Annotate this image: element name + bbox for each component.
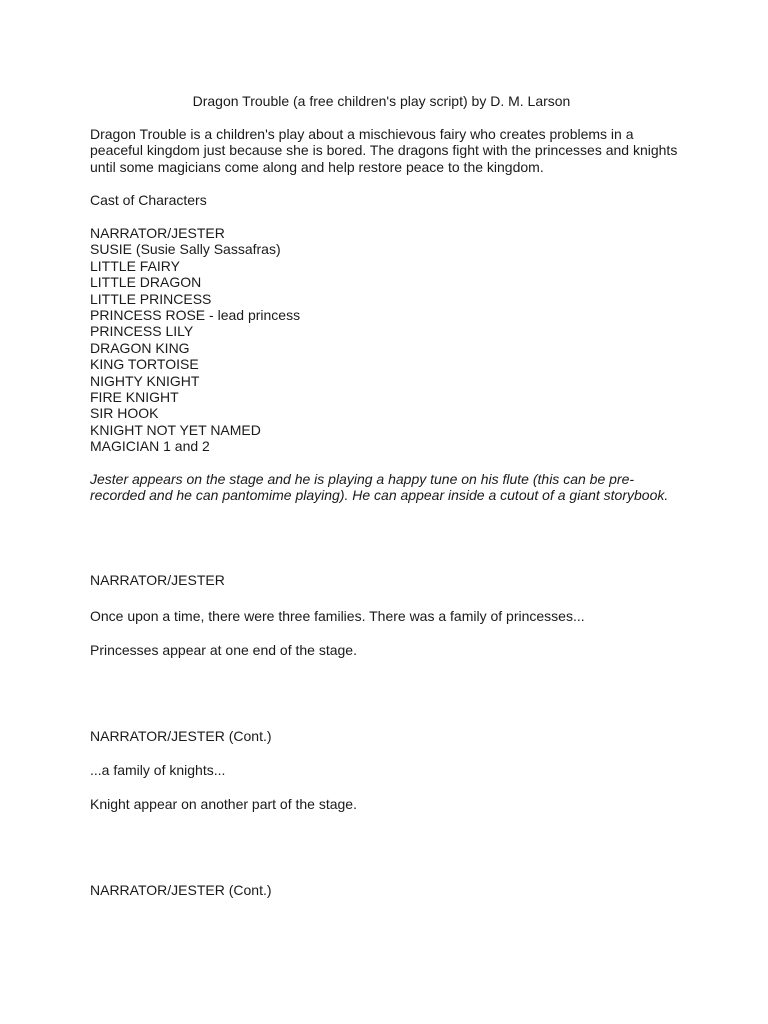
cast-item: KING TORTOISE <box>90 356 199 373</box>
cast-item: LITTLE PRINCESS <box>90 290 212 307</box>
stage-direction-opening <box>90 471 690 504</box>
cast-list <box>90 225 690 455</box>
cast-item: MAGICIAN 1 and 2 <box>90 438 210 455</box>
intro-line: Dragon Trouble is a children's play about a mischievous fairy who creates problems in a <box>90 126 634 142</box>
stage-direction-line: Jester appears on the stage and he is playing a happy tune on his flute (this can be pre- <box>90 471 635 487</box>
cast-heading: Cast of Characters <box>90 192 207 208</box>
speaker-name: NARRATOR/JESTER <box>90 572 225 588</box>
cast-item: PRINCESS LILY <box>90 323 194 340</box>
intro-paragraph <box>90 126 690 175</box>
intro-line: peaceful kingdom just because she is bored. The dragons fight with the princesses and knights <box>90 142 678 159</box>
cast-item: DRAGON KING <box>90 339 190 356</box>
page-title: Dragon Trouble (a free children's play script) by D. M. Larson <box>192 93 571 109</box>
stage-direction: Knight appear on another part of the stage. <box>90 796 357 812</box>
dialogue-line: Once upon a time, there were three families. There was a family of princesses... <box>90 608 585 624</box>
cast-item: KNIGHT NOT YET NAMED <box>90 421 261 438</box>
speaker-name: NARRATOR/JESTER (Cont.) <box>90 882 272 898</box>
cast-item: NIGHTY KNIGHT <box>90 372 200 389</box>
cast-item: FIRE KNIGHT <box>90 389 179 406</box>
dialogue-line: ...a family of knights... <box>90 762 226 778</box>
cast-item: LITTLE DRAGON <box>90 274 202 291</box>
speaker-name: NARRATOR/JESTER (Cont.) <box>90 728 272 744</box>
cast-item: SIR HOOK <box>90 405 159 422</box>
stage-direction: Princesses appear at one end of the stage. <box>90 642 357 658</box>
intro-line: until some magicians come along and help restore peace to the kingdom. <box>90 158 544 175</box>
stage-direction-line: recorded and he can pantomime playing). He can appear inside a cutout of a giant storybook. <box>90 487 669 504</box>
cast-item: LITTLE FAIRY <box>90 257 180 274</box>
cast-item: NARRATOR/JESTER <box>90 225 225 241</box>
cast-item: SUSIE (Susie Sally Sassafras) <box>90 241 281 258</box>
cast-item: PRINCESS ROSE - lead princess <box>90 307 301 324</box>
